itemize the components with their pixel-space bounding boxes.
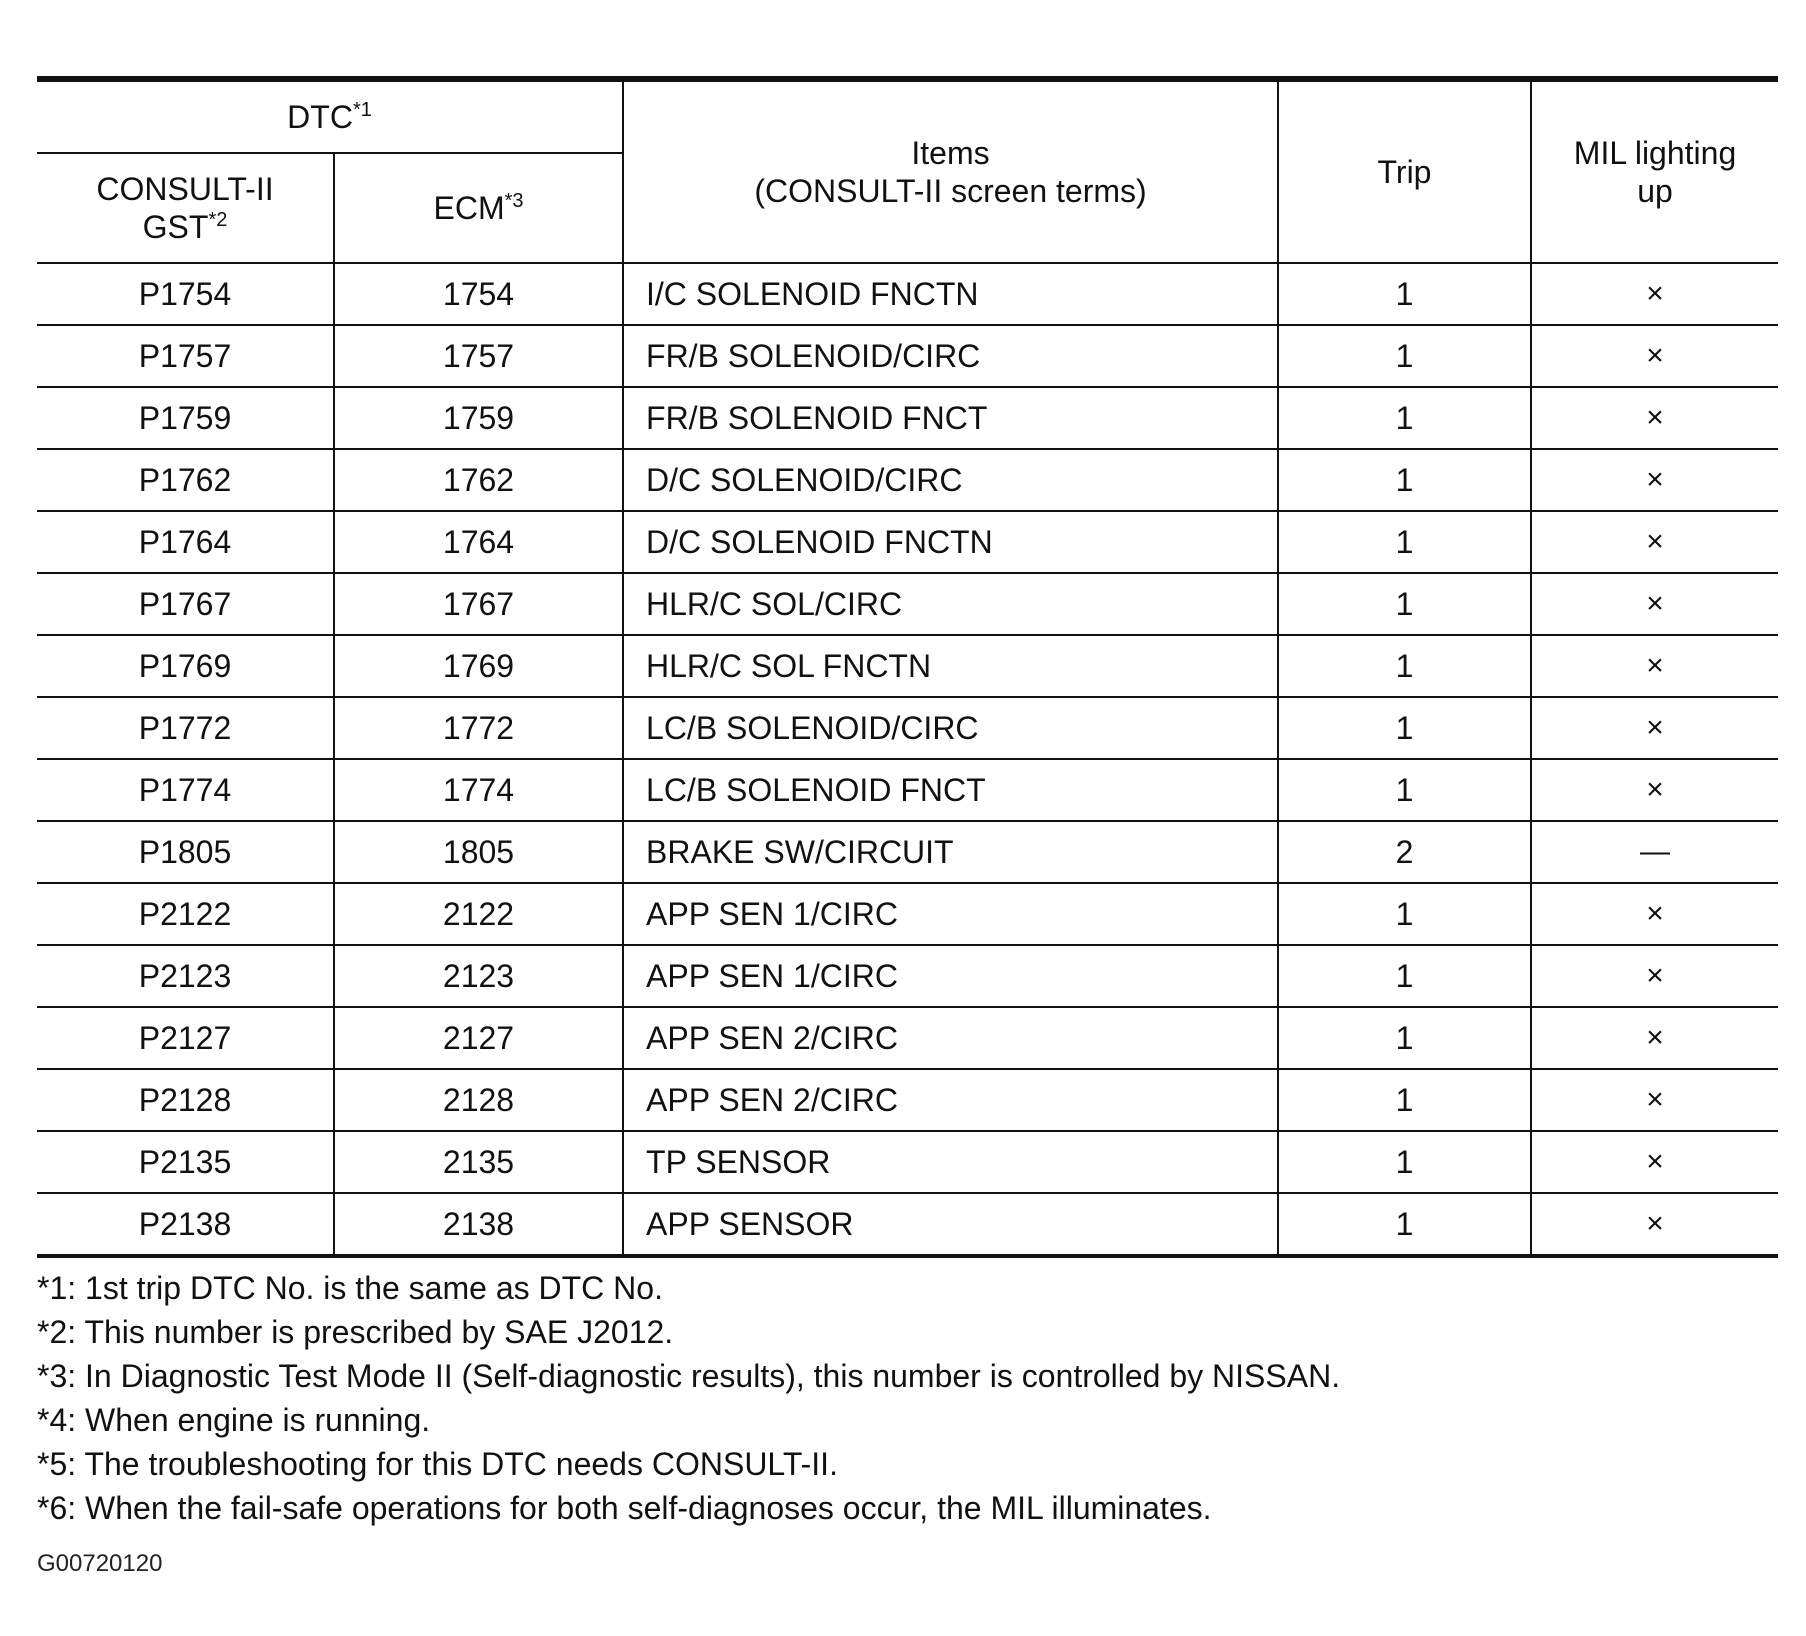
ecm-footnote-ref: *3 [504,189,524,212]
mil-cell: × [1531,635,1778,697]
ecm-code-cell: 2138 [334,1193,623,1256]
table-row [37,449,1778,511]
ecm-code-cell: 1767 [334,573,623,635]
dtc-group-label: DTC [287,98,353,135]
trip-cell: 1 [1278,1131,1531,1193]
item-cell: HLR/C SOL/CIRC [623,573,1278,635]
footnote: *3: In Diagnostic Test Mode II (Self-diagnostic results), this number is controlled by NISSAN. [37,1358,1341,1394]
trip-cell: 1 [1278,883,1531,945]
trip-cell: 2 [1278,821,1531,883]
item-cell: APP SEN 1/CIRC [623,945,1278,1007]
ecm-code-cell: 1757 [334,325,623,387]
mil-cell: × [1531,511,1778,573]
consult-code-cell: P2122 [37,883,334,945]
table-row [37,1069,1778,1131]
mil-cell: × [1531,1007,1778,1069]
mil-cell: × [1531,1069,1778,1131]
footnote: *1: 1st trip DTC No. is the same as DTC No. [37,1270,663,1306]
trip-cell: 1 [1278,511,1531,573]
table-row [37,511,1778,573]
figure-id: G00720120 [37,1550,163,1577]
items-header-line1: Items [911,134,990,171]
mil-header-line2: up [1637,173,1673,209]
consult-code-cell: P2123 [37,945,334,1007]
ecm-code-cell: 2135 [334,1131,623,1193]
item-cell: D/C SOLENOID/CIRC [623,449,1278,511]
consult-code-cell: P1805 [37,821,334,883]
trip-cell: 1 [1278,1069,1531,1131]
footnote: *5: The troubleshooting for this DTC needs CONSULT-II. [37,1446,838,1482]
consult-code-cell: P1757 [37,325,334,387]
ecm-code-cell: 2123 [334,945,623,1007]
ecm-code-cell: 1764 [334,511,623,573]
item-cell: FR/B SOLENOID FNCT [623,387,1278,449]
trip-cell: 1 [1278,945,1531,1007]
table-row [37,697,1778,759]
item-cell: TP SENSOR [623,1131,1278,1193]
mil-cell: × [1531,387,1778,449]
mil-cell: × [1531,1131,1778,1193]
table-row [37,821,1778,883]
item-cell: APP SEN 1/CIRC [623,883,1278,945]
consult-header [37,153,334,263]
consult-code-cell: P2128 [37,1069,334,1131]
consult-code-cell: P1774 [37,759,334,821]
ecm-code-cell: 2128 [334,1069,623,1131]
consult-code-cell: P1762 [37,449,334,511]
footnotes [37,1266,1778,1530]
ecm-code-cell: 2122 [334,883,623,945]
mil-cell: × [1531,697,1778,759]
trip-cell: 1 [1278,387,1531,449]
mil-cell: × [1531,883,1778,945]
trip-cell: 1 [1278,263,1531,325]
table-row [37,1131,1778,1193]
mil-cell: × [1531,1193,1778,1256]
consult-code-cell: P1772 [37,697,334,759]
item-cell: LC/B SOLENOID FNCT [623,759,1278,821]
dtc-document [37,76,1778,1578]
table-row [37,263,1778,325]
item-cell: APP SEN 2/CIRC [623,1007,1278,1069]
trip-cell: 1 [1278,449,1531,511]
consult-header-line1: CONSULT-II [96,170,274,207]
item-cell: I/C SOLENOID FNCTN [623,263,1278,325]
table-row [37,1007,1778,1069]
ecm-code-cell: 1774 [334,759,623,821]
item-cell: LC/B SOLENOID/CIRC [623,697,1278,759]
trip-cell: 1 [1278,635,1531,697]
ecm-header-label: ECM [433,189,505,226]
item-cell: FR/B SOLENOID/CIRC [623,325,1278,387]
mil-cell: × [1531,945,1778,1007]
trip-cell: 1 [1278,325,1531,387]
consult-code-cell: P1764 [37,511,334,573]
table-row [37,387,1778,449]
ecm-code-cell: 1805 [334,821,623,883]
ecm-code-cell: 2127 [334,1007,623,1069]
consult-code-cell: P1754 [37,263,334,325]
consult-footnote-ref: *2 [208,209,228,231]
mil-cell: × [1531,263,1778,325]
ecm-code-cell: 1772 [334,697,623,759]
ecm-code-cell: 1754 [334,263,623,325]
consult-code-cell: P1759 [37,387,334,449]
mil-cell: × [1531,759,1778,821]
table-row [37,883,1778,945]
trip-cell: 1 [1278,1007,1531,1069]
mil-cell: × [1531,325,1778,387]
footnote: *4: When engine is running. [37,1402,431,1438]
item-cell: BRAKE SW/CIRCUIT [623,821,1278,883]
trip-cell: 1 [1278,1193,1531,1256]
ecm-code-cell: 1759 [334,387,623,449]
dtc-group-footnote-ref: *1 [352,98,372,121]
consult-code-cell: P2127 [37,1007,334,1069]
dtc-table-body [37,263,1778,1256]
mil-header [1531,79,1778,263]
ecm-header [334,153,623,263]
footnote: *2: This number is prescribed by SAE J2012. [37,1314,674,1350]
mil-cell: × [1531,449,1778,511]
item-cell: APP SEN 2/CIRC [623,1069,1278,1131]
items-header [623,79,1278,263]
footnote: *6: When the fail-safe operations for both self-diagnoses occur, the MIL illuminates. [37,1490,1212,1526]
trip-cell: 1 [1278,573,1531,635]
consult-code-cell: P2135 [37,1131,334,1193]
trip-header: Trip [1278,79,1531,263]
mil-cell: × [1531,573,1778,635]
consult-code-cell: P1769 [37,635,334,697]
mil-header-line1: MIL lighting [1573,134,1737,171]
table-row [37,759,1778,821]
consult-code-cell: P1767 [37,573,334,635]
table-row [37,635,1778,697]
dtc-group-header [37,79,623,153]
table-row [37,573,1778,635]
table-row [37,945,1778,1007]
trip-cell: 1 [1278,697,1531,759]
item-cell: APP SENSOR [623,1193,1278,1256]
table-row [37,1193,1778,1256]
consult-code-cell: P2138 [37,1193,334,1256]
dtc-table [37,76,1778,1258]
items-header-line2: (CONSULT-II screen terms) [754,173,1147,209]
table-row [37,325,1778,387]
consult-header-line2: GST [142,209,209,245]
trip-cell: 1 [1278,759,1531,821]
ecm-code-cell: 1769 [334,635,623,697]
item-cell: HLR/C SOL FNCTN [623,635,1278,697]
item-cell: D/C SOLENOID FNCTN [623,511,1278,573]
mil-cell: — [1531,821,1778,883]
ecm-code-cell: 1762 [334,449,623,511]
